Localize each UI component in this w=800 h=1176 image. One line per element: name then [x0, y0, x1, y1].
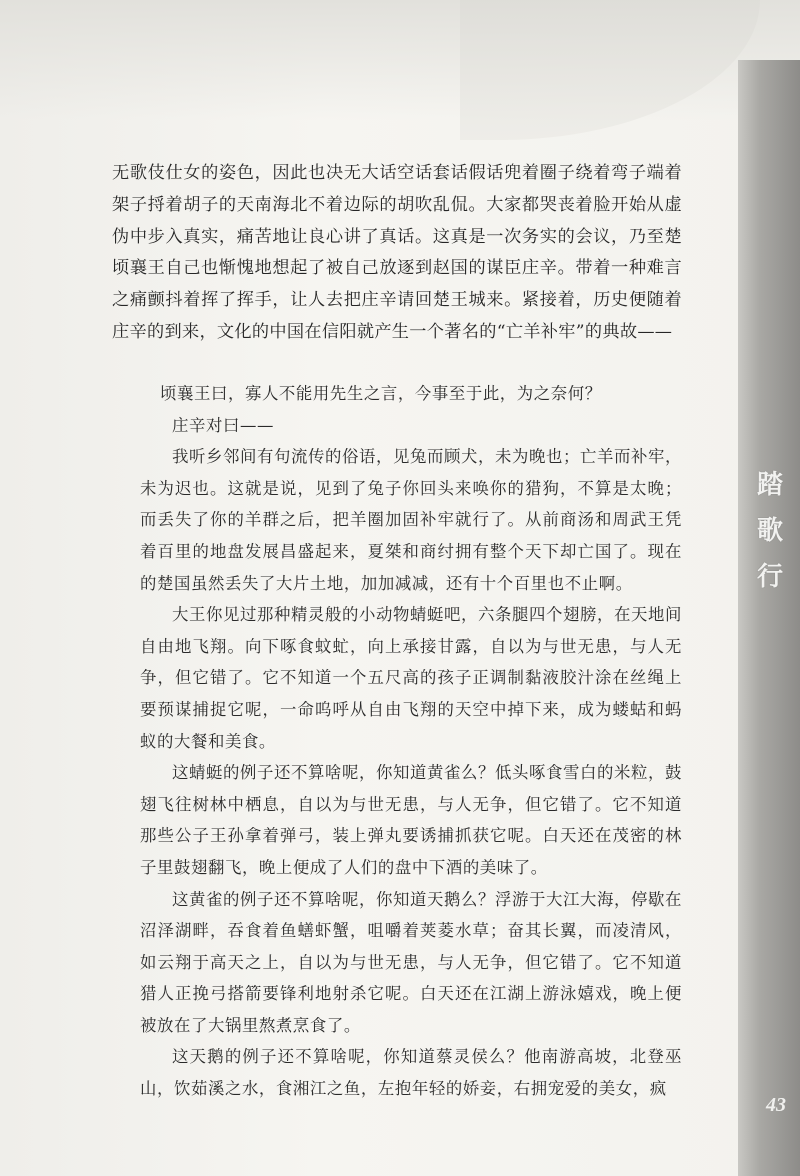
quote-paragraph-1: 我听乡邻间有句流传的俗语，见兔而顾犬，未为晚也；亡羊而补牢，未为迟也。这就是说，见到了兔子你回头来唤你的猎狗，不算是太晚；而丢失了你的羊群之后，把羊圈加固补牢就行了。从前商汤和周武王凭着百里的地盘发展昌盛起来，夏桀和商纣拥有整个天下却亡国了。现在的楚国虽然丢失了大片土地，加加减减，还有十个百里也不止啊。 — [140, 447, 682, 593]
page-number: 43 — [766, 1094, 786, 1116]
running-title-char: 踏 — [756, 470, 783, 500]
quote-paragraph-4: 这黄雀的例子还不算啥呢，你知道天鹅么？浮游于大江大海，停歇在沼泽湖畔，吞食着鱼蟮虾蟹，咀嚼着荚菱水草；奋其长翼，而凌清风，如云翔于高天之上，自以为与世无患，与人无争，但它错了。它不知道猎人正挽弓搭箭要锋利地射杀它呢。白天还在江湖上游泳嬉戏，晚上便被放在了大锅里熬煮烹食了。 — [140, 889, 682, 1035]
quote-paragraph-3: 这蜻蜓的例子还不算啥呢，你知道黄雀么？低头啄食雪白的米粒，鼓翅飞往树林中栖息，自以为与世无患，与人无争，但它错了。它不知道那些公子王孙拿着弹弓，装上弹丸要诱捕抓获它呢。白天还在茂密的林子里鼓翅翻飞，晚上便成了人们的盘中下酒的美味了。 — [140, 763, 682, 877]
quote-zhuangxin-reply: 庄辛对曰—— — [172, 415, 274, 435]
running-title — [752, 462, 788, 600]
quote-paragraph-5: 这天鹅的例子还不算啥呢，你知道蔡灵侯么？他南游高坡，北登巫山，饮茹溪之水，食湘江之鱼，左抱年轻的娇妾，右拥宠爱的美女，疯 — [140, 1047, 682, 1099]
main-text — [112, 158, 682, 349]
quote-paragraph-2: 大王你见过那种精灵般的小动物蜻蜓吧，六条腿四个翅膀，在天地间自由地飞翔。向下啄食蚊虻，向上承接甘露，自以为与世无患，与人无争，但它错了。它不知道一个五尺高的孩子正调制黏液胶汁涂在丝绳上要预谋捕捉它呢，一命呜呼从自由飞翔的天空中掉下来，成为蝼蛄和蚂蚁的大餐和美食。 — [140, 605, 682, 751]
side-margin-band — [738, 60, 800, 1176]
running-title-char: 歌 — [756, 516, 783, 546]
quotation-block — [112, 378, 682, 1105]
intro-paragraph: 无歌伎仕女的姿色，因此也决无大话空话套话假话兜着圈子绕着弯子端着架子捋着胡子的天南海北不着边际的胡吹乱侃。大家都哭丧着脸开始从虚伪中步入真实，痛苦地让良心讲了真话。这真是一次务实的会议，乃至楚顷襄王自己也惭愧地想起了被自己放逐到赵国的谋臣庄辛。带着一种难言之痛颤抖着挥了挥手，让人去把庄辛请回楚王城来。紧接着，历史便随着庄辛的到来，文化的中国在信阳就产生一个著名的“亡羊补牢”的典故—— — [112, 163, 682, 342]
quote-king-question: 顷襄王曰，寡人不能用先生之言，今事至于此，为之奈何？ — [160, 384, 602, 403]
running-title-char: 行 — [756, 562, 783, 592]
